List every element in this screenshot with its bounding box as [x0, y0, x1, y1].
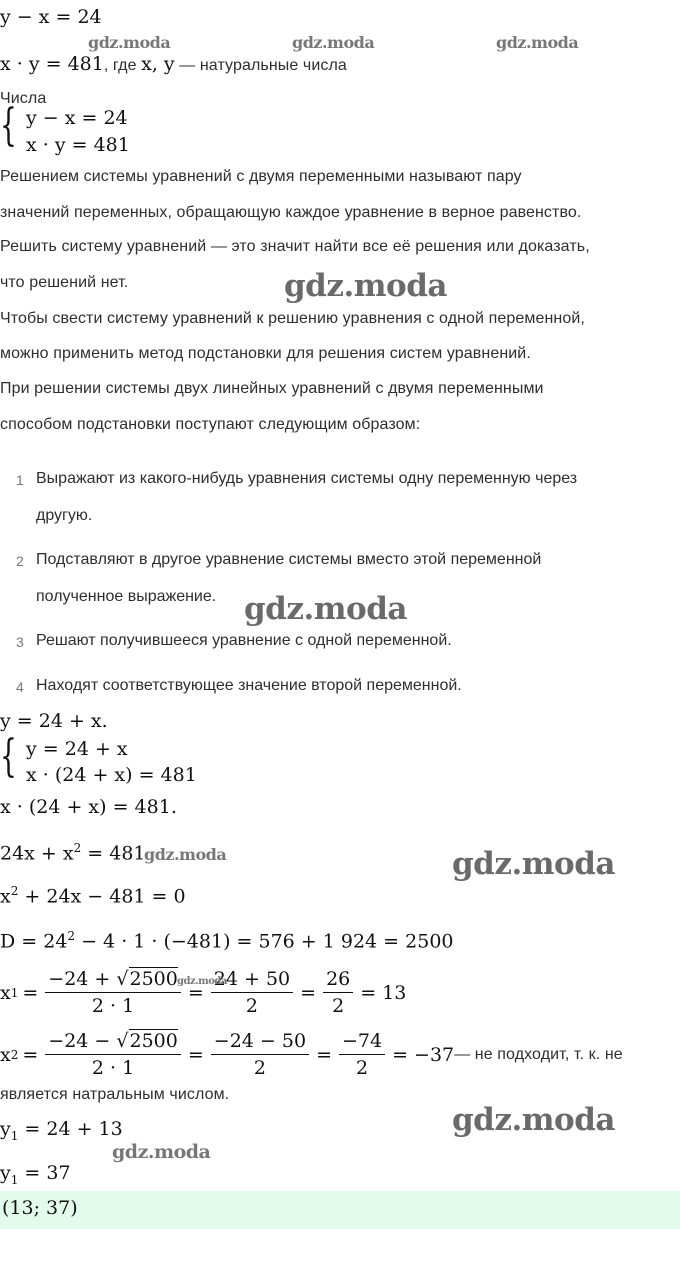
equation-text: + 24x − 481 = 0: [18, 885, 186, 908]
paragraph-line: значений переменных, обращающую каждое уравнение в верное равенство.: [0, 204, 582, 221]
discriminant: [0, 929, 454, 952]
root-x2: [0, 1030, 623, 1079]
variable: y: [0, 1118, 11, 1140]
fraction: [339, 1030, 385, 1079]
watermark: gdz.moda: [112, 1141, 211, 1163]
equation-text: y − x = 24: [0, 6, 102, 28]
watermark: gdz.moda: [496, 33, 579, 52]
equals: =: [187, 1043, 204, 1066]
subscript: 1: [10, 1128, 19, 1143]
denominator: 2 · 1: [91, 1057, 135, 1079]
variable: y: [0, 1162, 11, 1184]
equation-text: D = 24: [0, 930, 68, 953]
subscript: 1: [10, 985, 19, 1000]
watermark: gdz.moda: [452, 846, 615, 882]
numerator-text: −24 −: [48, 1030, 117, 1052]
equation-text: − 4 · 1 · (−481) = 576 + 1 924 = 2500: [75, 930, 454, 953]
equals: =: [300, 981, 317, 1004]
denominator: 2: [253, 1057, 266, 1079]
equation-difference: [0, 6, 102, 28]
exponent: 2: [10, 884, 19, 898]
equation-text: = 481: [81, 842, 146, 865]
paragraph-line: При решении системы двух линейных уравнений с двумя переменными: [0, 380, 544, 397]
system-row: x · (24 + x) = 481: [26, 764, 197, 786]
equals: =: [22, 1043, 39, 1066]
equation-text: = 37: [18, 1162, 71, 1184]
watermark: gdz.moda: [144, 845, 227, 864]
denominator: 2: [355, 1057, 369, 1079]
step-number: 2: [16, 553, 24, 569]
exponent: 2: [73, 841, 82, 855]
watermark: gdz.moda: [177, 976, 227, 987]
text: , где: [103, 57, 142, 74]
equation-expanded: [0, 841, 146, 864]
variables: x, y: [141, 53, 175, 75]
equation-product-line: [0, 53, 347, 75]
left-brace: {: [0, 100, 17, 151]
equation-text: 24x + x: [0, 842, 74, 865]
y1-calc: [0, 1118, 123, 1143]
watermark: gdz.moda: [88, 33, 171, 52]
note-continuation: является натральным числом.: [0, 1086, 230, 1103]
step-number: 4: [16, 679, 24, 695]
left-brace: {: [0, 731, 17, 782]
system-row: y − x = 24: [26, 107, 128, 129]
step-number: 1: [16, 472, 24, 488]
answer-box: [0, 1191, 680, 1229]
fraction: [323, 968, 353, 1017]
denominator: 2 · 1: [91, 995, 135, 1017]
system-row: y = 24 + x: [26, 738, 128, 760]
watermark: gdz.moda: [244, 591, 407, 627]
note-text: — не подходит, т. к. не: [454, 1045, 623, 1063]
result: = 13: [360, 981, 407, 1004]
numbers-label: Числа: [0, 90, 47, 107]
step-text: Выражают из какого-нибудь уравнения системы одну переменную через: [36, 470, 578, 487]
substitution: y = 24 + x.: [0, 710, 108, 732]
denominator: 2: [245, 995, 258, 1017]
step-text: полученное выражение.: [36, 588, 217, 605]
subscript: 1: [10, 1172, 19, 1187]
equals: =: [187, 981, 204, 1004]
variable: x: [0, 981, 11, 1004]
exponent: 2: [67, 929, 76, 943]
numerator: 26: [323, 968, 353, 993]
paragraph-line: способом подстановки поступают следующим образом:: [0, 416, 421, 433]
y1-result: [0, 1162, 71, 1187]
step-text: Находят соответствующее значение второй переменной.: [36, 677, 462, 694]
equation-text: = 24 + 13: [18, 1118, 123, 1140]
step-number: 3: [16, 634, 24, 650]
fraction: $\frac{-24 - √2500}{2 \cdot 1}$: [45, 1030, 181, 1079]
numerator: −74: [339, 1030, 385, 1055]
variable: x: [0, 1043, 11, 1066]
equation: x · (24 + x) = 481.: [0, 796, 177, 818]
text: — натуральные числа: [174, 57, 347, 74]
watermark: gdz.moda: [284, 268, 447, 304]
sqrt-value: 2500: [129, 1030, 178, 1052]
paragraph-line: что решений нет.: [0, 274, 129, 291]
step-text: Решают получившееся уравнение с одной переменной.: [36, 632, 452, 649]
equation-text: x · y = 481: [0, 53, 104, 75]
system-row: x · y = 481: [26, 134, 130, 156]
paragraph-line: можно применить метод подстановки для решения систем уравнений.: [0, 345, 531, 362]
numerator-text: −24 +: [48, 968, 117, 990]
subscript: 2: [10, 1047, 19, 1062]
paragraph-line: Решить систему уравнений — это значит найти все её решения или доказать,: [0, 238, 590, 255]
fraction: [211, 1030, 309, 1079]
denominator: 2: [332, 995, 345, 1017]
watermark: gdz.moda: [292, 33, 375, 52]
paragraph-line: Чтобы свести систему уравнений к решению уравнения с одной переменной,: [0, 310, 585, 327]
step-text: другую.: [36, 507, 93, 524]
quadratic-equation: [0, 884, 186, 907]
watermark: gdz.moda: [452, 1102, 615, 1138]
step-text: Подставляют в другое уравнение системы вместо этой переменной: [36, 551, 542, 568]
numerator: −24 − 50: [211, 1030, 309, 1055]
numerator: 24 + 50: [211, 968, 293, 993]
fraction: $\frac{-24 + √2500}{2 \cdot 1}$: [45, 968, 181, 1017]
equation-text: x: [0, 885, 11, 908]
paragraph-line: Решением системы уравнений с двумя переменными называют пару: [0, 168, 522, 185]
result: = −37: [392, 1043, 455, 1066]
sqrt-value: 2500: [129, 968, 178, 990]
equals: =: [22, 981, 39, 1004]
answer-text: (13; 37): [2, 1197, 78, 1219]
equals: =: [316, 1043, 332, 1066]
